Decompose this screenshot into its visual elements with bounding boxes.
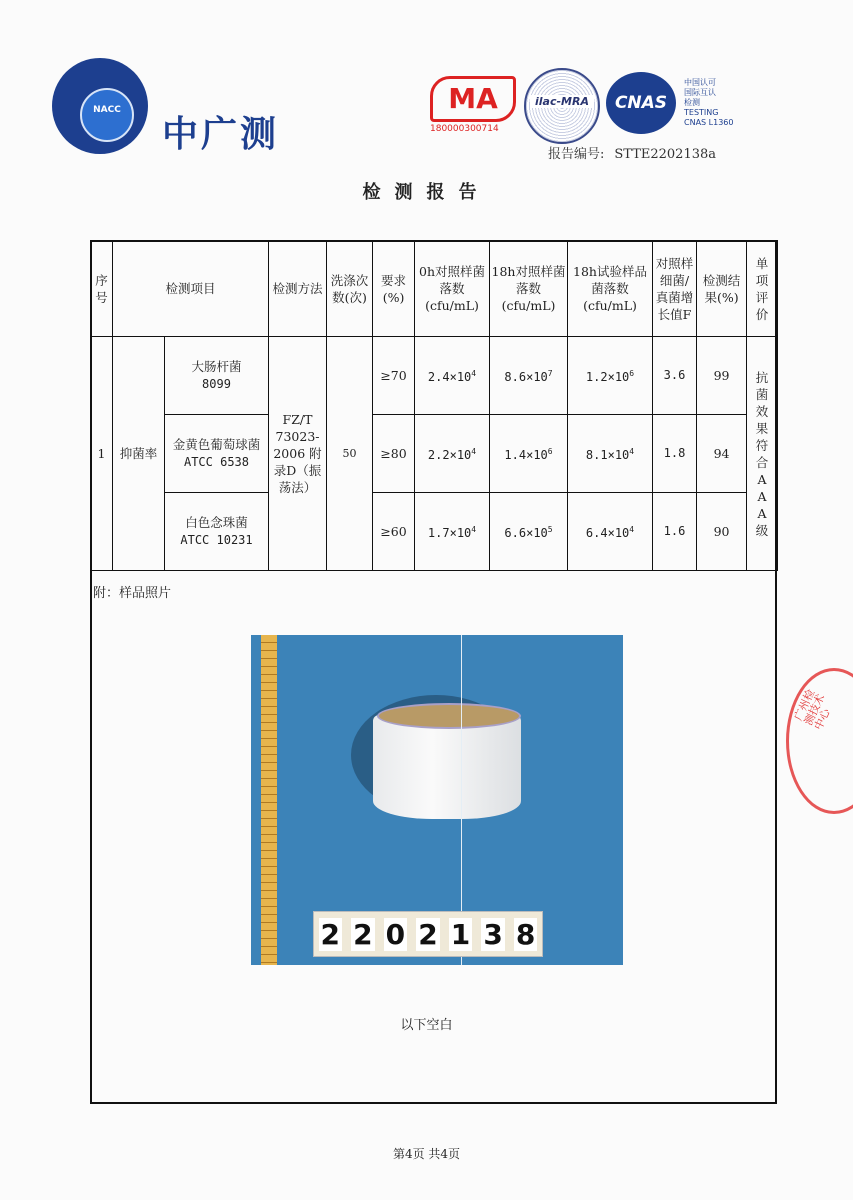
report-number-value: STTE2202138a [614, 147, 717, 162]
sample-digit: 8 [515, 917, 536, 951]
header-method: 检测方法 [269, 241, 327, 337]
cell-req: ≥80 [373, 415, 415, 493]
page-number: 第4页 共4页 [392, 1147, 461, 1161]
cnas-logo: CNAS [606, 72, 676, 134]
report-number [548, 143, 716, 162]
blank-note: 以下空白 [400, 1018, 453, 1033]
table-row [91, 493, 778, 571]
cell-c18: $6.6\times 10^5$ [490, 493, 568, 571]
cell-seq: 1 [91, 337, 113, 571]
seal-text: 广州检测技术中心 [791, 687, 833, 733]
ilac-mra-text: ilac-MRA [530, 95, 594, 108]
header-eval: 单项评价 [747, 241, 778, 337]
cma-logo [430, 76, 520, 136]
cell-f: 3.6 [653, 337, 697, 415]
cell-f: 1.8 [653, 415, 697, 493]
sample-photo [251, 635, 623, 965]
cell-organism: 白色念珠菌 ATCC 10231 [165, 493, 269, 571]
cell-c18: $1.4\times 10^6$ [490, 415, 568, 493]
header-f: 对照样细菌/真菌增长值F [653, 241, 697, 337]
cell-result: 90 [697, 493, 747, 571]
cell-req: ≥70 [373, 337, 415, 415]
cma-mark-icon: MA [430, 76, 516, 122]
header-wash: 洗涤次数(次) [327, 241, 373, 337]
cell-c0: $2.4\times 10^4$ [415, 337, 490, 415]
page-title: 检测报告 [362, 182, 491, 203]
cell-method: FZ/T 73023-2006 附录D（振荡法） [269, 337, 327, 571]
cell-organism: 金黄色葡萄球菌 ATCC 6538 [165, 415, 269, 493]
spool-body [373, 715, 521, 819]
cell-eval: 抗菌效果符合AAA级 [747, 337, 778, 571]
header-result: 检测结果(%) [697, 241, 747, 337]
cell-organism: 大肠杆菌 8099 [165, 337, 269, 415]
sample-digit: 0 [385, 917, 406, 951]
header-t18: 18h试验样品菌落数(cfu/mL) [568, 241, 653, 337]
table-row [91, 337, 778, 415]
sample-digit: 2 [418, 917, 438, 951]
sample-digit: 2 [353, 917, 373, 951]
header-c0: 0h对照样菌落数(cfu/mL) [415, 241, 490, 337]
header-req: 要求(%) [373, 241, 415, 337]
spool-top [377, 703, 521, 729]
cell-c0: $1.7\times 10^4$ [415, 493, 490, 571]
cell-wash: 50 [327, 337, 373, 571]
header-item: 检测项目 [113, 241, 269, 337]
cell-result: 94 [697, 415, 747, 493]
cell-t18: $6.4\times 10^4$ [568, 493, 653, 571]
logo-badge-text: NACC [93, 105, 121, 115]
header-c18: 18h对照样菌落数(cfu/mL) [490, 241, 568, 337]
table-row [91, 415, 778, 493]
logo-globe-icon [80, 88, 134, 142]
nacc-logo [52, 58, 302, 158]
cell-c0: $2.2\times 10^4$ [415, 415, 490, 493]
yarn-spool-image [373, 703, 521, 823]
table-header-row [91, 241, 778, 337]
sample-number-card [313, 911, 543, 957]
cell-f: 1.6 [653, 493, 697, 571]
report-number-label: 报告编号: [548, 147, 605, 162]
cell-req: ≥60 [373, 493, 415, 571]
header-seq: 序号 [91, 241, 113, 337]
attachment-label: 附：样品照片 [93, 586, 172, 601]
cell-result: 99 [697, 337, 747, 415]
logo-text: 中广测 [162, 114, 280, 155]
sample-digit: 3 [483, 917, 503, 951]
ruler-image [261, 635, 277, 965]
cell-c18: $8.6\times 10^7$ [490, 337, 568, 415]
results-table [90, 240, 778, 571]
cell-t18: $8.1\times 10^4$ [568, 415, 653, 493]
cell-t18: $1.2\times 10^6$ [568, 337, 653, 415]
cell-category: 抑菌率 [113, 337, 165, 571]
cnas-side-text: 中国认可 国际互认 检测 TESTING CNAS L1360 [684, 78, 734, 127]
sample-digit: 1 [450, 917, 471, 951]
cma-number: 180000300714 [430, 124, 499, 134]
sample-digit: 2 [320, 917, 341, 951]
